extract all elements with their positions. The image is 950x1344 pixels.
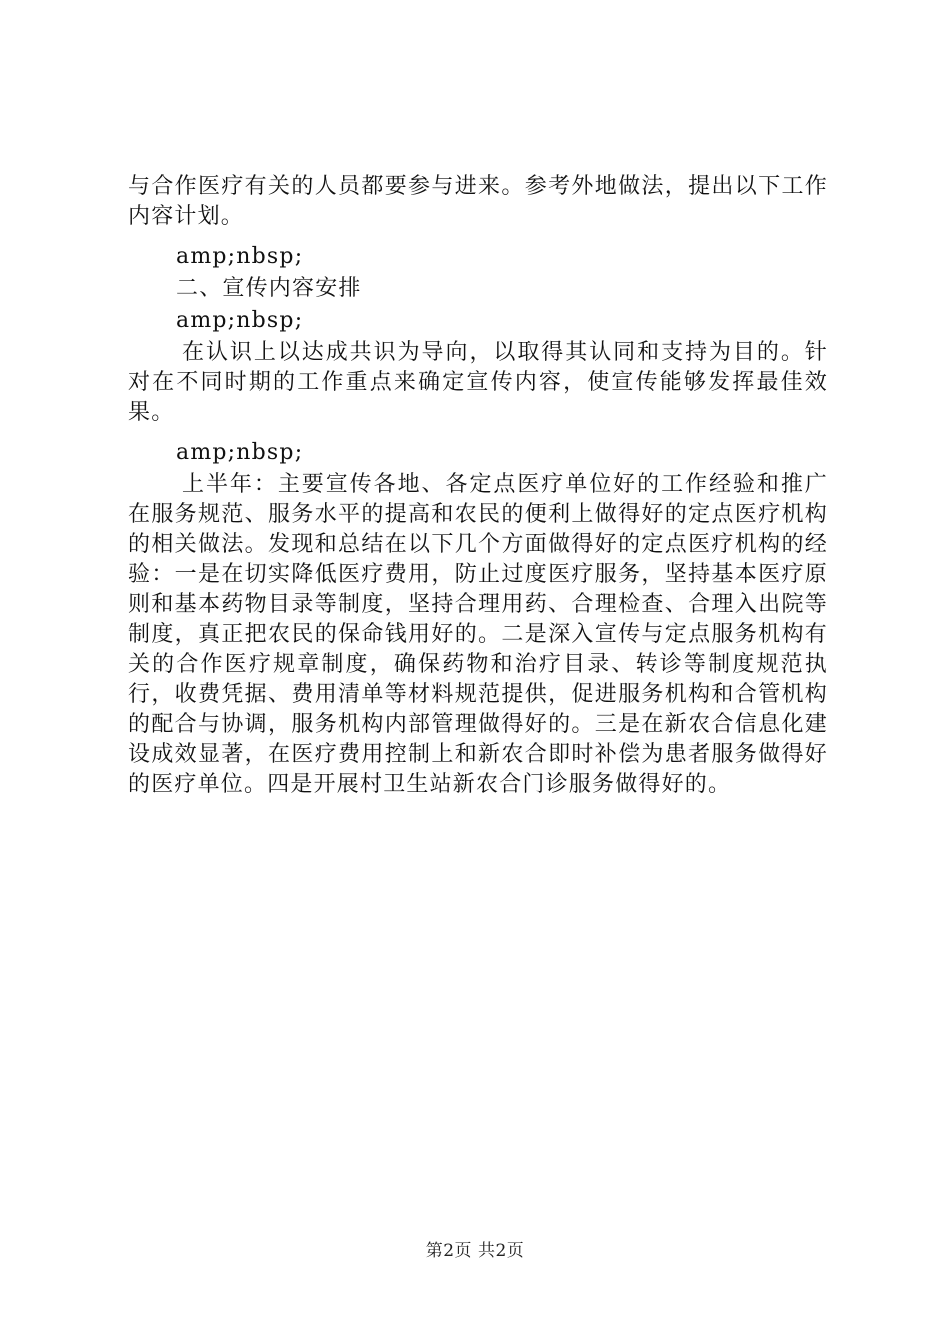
placeholder-line: amp;nbsp; [176, 440, 304, 465]
placeholder-line: amp;nbsp; [176, 308, 304, 333]
paragraph: 在认识上以达成共识为导向，以取得其认同和支持为目的。针对在不同时期的工作重点来确定宣传内容，使宣传能够发挥最佳效果。 [128, 340, 828, 425]
section-heading: 二、宣传内容安排 [176, 276, 362, 301]
page-footer: 第2页 共2页 [425, 1241, 525, 1261]
placeholder-line: amp;nbsp; [176, 244, 304, 269]
paragraph-continuation: 与合作医疗有关的人员都要参与进来。参考外地做法，提出以下工作内容计划。 [128, 174, 828, 229]
paragraph: 上半年：主要宣传各地、各定点医疗单位好的工作经验和推广在服务规范、服务水平的提高和农民的便利上做得好的定点医疗机构的相关做法。发现和总结在以下几个方面做得好的定点医疗机构的经验：一是在切实降低医疗费用，防止过度医疗服务，坚持基本医疗原则和基本药物目录等制度，坚持合理用药、合理检查、合理入出院等制度，真正把农民的保命钱用好的。二是深入宣传与定点服务机构有关的合作医疗规章制度，确保药物和治疗目录、转诊等制度规范执行，收费凭据、费用清单等材料规范提供，促进服务机构和合管机构的配合与协调，服务机构内部管理做得好的。三是在新农合信息化建设成效显著，在医疗费用控制上和新农合即时补偿为患者服务做得好的医疗单位。四是开展村卫生站新农合门诊服务做得好的。 [128, 472, 828, 797]
document-body [128, 172, 828, 800]
